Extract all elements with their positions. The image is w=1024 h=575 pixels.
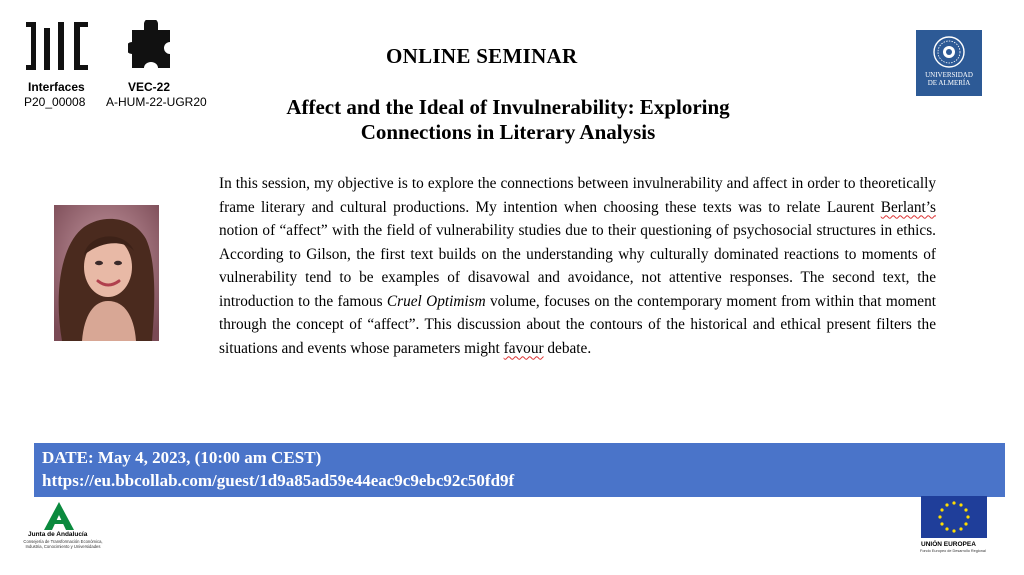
junta-label: Junta de Andalucía <box>28 531 88 538</box>
seminar-description <box>219 172 936 360</box>
interfaces-logo <box>26 22 96 74</box>
junta-andalucia-logo-icon <box>44 502 74 530</box>
seminar-label: ONLINE SEMINAR <box>386 44 578 68</box>
university-logo <box>916 30 982 96</box>
date-banner <box>34 443 1005 497</box>
seminar-title <box>232 95 784 145</box>
vec-code: A-HUM-22-UGR20 <box>106 95 207 109</box>
eu-flag-icon <box>921 496 987 538</box>
university-name <box>916 71 982 87</box>
university-seal-icon <box>933 36 965 68</box>
description-part-1: In this session, my objective is to explore the connections between invulnerability and affect in order to theoretically frame literary and cultural productions. My intention when choosing these texts was to relate Laurent <box>219 175 936 216</box>
spellcheck-word-favour: favour <box>503 339 544 357</box>
eu-subtitle: Fondo Europeo de Desarrollo Regional <box>920 549 986 553</box>
title-line-1: Affect and the Ideal of Invulnerability: Exploring <box>286 95 730 119</box>
spellcheck-word-berlants: Berlant’s <box>880 198 936 216</box>
university-line-2: DE ALMERÍA <box>927 79 971 87</box>
interfaces-label: Interfaces <box>28 80 85 94</box>
puzzle-piece-icon <box>128 20 174 76</box>
junta-subtitle <box>20 539 106 549</box>
eu-label: UNIÓN EUROPEA <box>921 541 976 548</box>
description-part-2: notion of “affect” with the field of vulnerability studies due to their questioning of psychosocial structures in ethics. According to Gilson, the first text builds on the understanding why culturally dominated reactions to moments of vulnerability tend to be examples of disavowal and avoidance, not attentive responses. The second text, the introduction to the famous <box>219 222 936 310</box>
title-line-2: Connections in Literary Analysis <box>360 120 656 144</box>
interfaces-code: P20_00008 <box>24 95 86 109</box>
event-link[interactable]: https://eu.bbcollab.com/guest/1d9a85ad59e44eac9c9ebc92c50fd9f <box>42 471 515 490</box>
junta-sub-1: Consejería de Transformación Económica, <box>23 539 103 544</box>
junta-sub-2: Industria, Conocimiento y Universidades <box>25 544 101 549</box>
description-part-4: debate. <box>543 339 592 357</box>
description-part-3: volume, focuses on the contemporary moment from within that moment through the concept of “affect”. This discussion about the contours of the historical and ethical present filters the situations and events whose parameters might <box>219 292 936 357</box>
vec-label: VEC-22 <box>128 80 171 94</box>
university-line-1: UNIVERSIDAD <box>925 71 973 79</box>
event-date: DATE: May 4, 2023, (10:00 am CEST) <box>42 448 322 467</box>
book-title-cruel-optimism: Cruel Optimism <box>386 292 486 310</box>
speaker-portrait <box>54 205 159 341</box>
